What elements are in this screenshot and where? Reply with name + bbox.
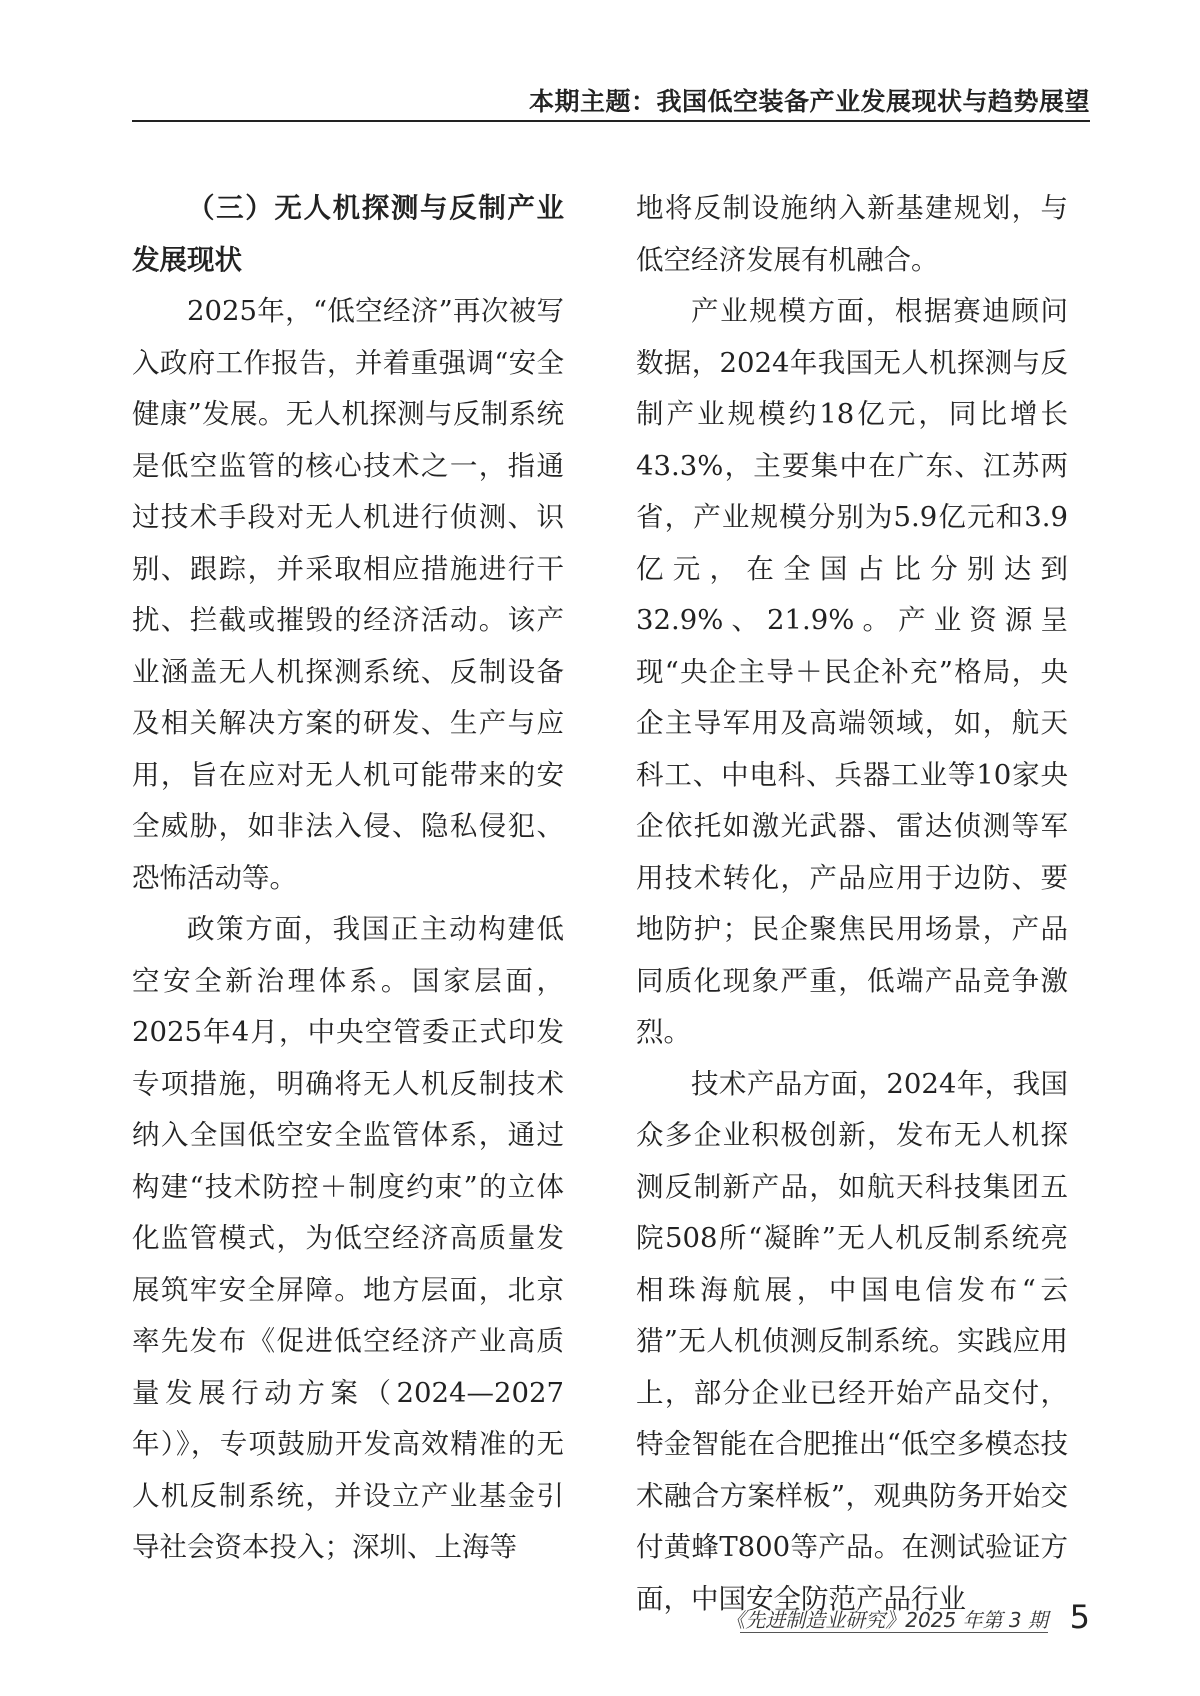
footer-journal-name: 《先进制造业研究》2025 年第 3 期 xyxy=(725,1608,1048,1632)
continued-paragraph: 地将反制设施纳入新基建规划，与低空经济发展有机融合。 xyxy=(636,192,1068,276)
running-header-title: 本期主题：我国低空装备产业发展现状与趋势展望 xyxy=(528,87,1090,116)
right-column xyxy=(636,183,1068,1625)
body-paragraph: 政策方面，我国正主动构建低空安全新治理体系。国家层面，2025年4月，中央空管委正式印发专项措施，明确将无人机反制技术纳入全国低空安全监管体系，通过构建“技术防控＋制度约束”的立体化监管模式，为低空经济高质量发展筑牢安全屏障。地方层面，北京率先发布《促进低空经济产业高质量发展行动方案（2024—2027年）》，专项鼓励开发高效精准的无人机反制系统，并设立产业基金引导社会资本投入；深圳、上海等 xyxy=(132,913,564,1563)
page-number: 5 xyxy=(1069,1598,1090,1636)
footer-divider xyxy=(740,1632,1048,1633)
section-heading: （三）无人机探测与反制产业发展现状 xyxy=(132,192,564,276)
header-divider xyxy=(132,120,1090,122)
left-column xyxy=(132,183,564,1574)
body-paragraph: 技术产品方面，2024年，我国众多企业积极创新，发布无人机探测反制新产品，如航天科技集团五院508所“凝眸”无人机反制系统亮相珠海航展，中国电信发布“云猎”无人机侦测反制系统。实践应用上，部分企业已经开始产品交付，特金智能在合肥推出“低空多模态技术融合方案样板”，观典防务开始交付黄蜂T800等产品。在测试验证方面，中国安全防范产品行业 xyxy=(636,1067,1068,1615)
body-paragraph: 产业规模方面，根据赛迪顾问数据，2024年我国无人机探测与反制产业规模约18亿元，同比增长43.3%，主要集中在广东、江苏两省，产业规模分别为5.9亿元和3.9亿元，在全国占比分别达到32.9%、21.9%。产业资源呈现“央企主导＋民企补充”格局，央企主导军用及高端领域，如，航天科工、中电科、兵器工业等10家央企依托如激光武器、雷达侦测等军用技术转化，产品应用于边防、要地防护；民企聚焦民用场景，产品同质化现象严重，低端产品竞争激烈。 xyxy=(636,295,1068,1048)
body-paragraph: 2025年，“低空经济”再次被写入政府工作报告，并着重强调“安全健康”发展。无人机探测与反制系统是低空监管的核心技术之一，指通过技术手段对无人机进行侦测、识别、跟踪，并采取相应措施进行干扰、拦截或摧毁的经济活动。该产业涵盖无人机探测系统、反制设备及相关解决方案的研发、生产与应用，旨在应对无人机可能带来的安全威胁，如非法入侵、隐私侵犯、恐怖活动等。 xyxy=(132,295,564,894)
